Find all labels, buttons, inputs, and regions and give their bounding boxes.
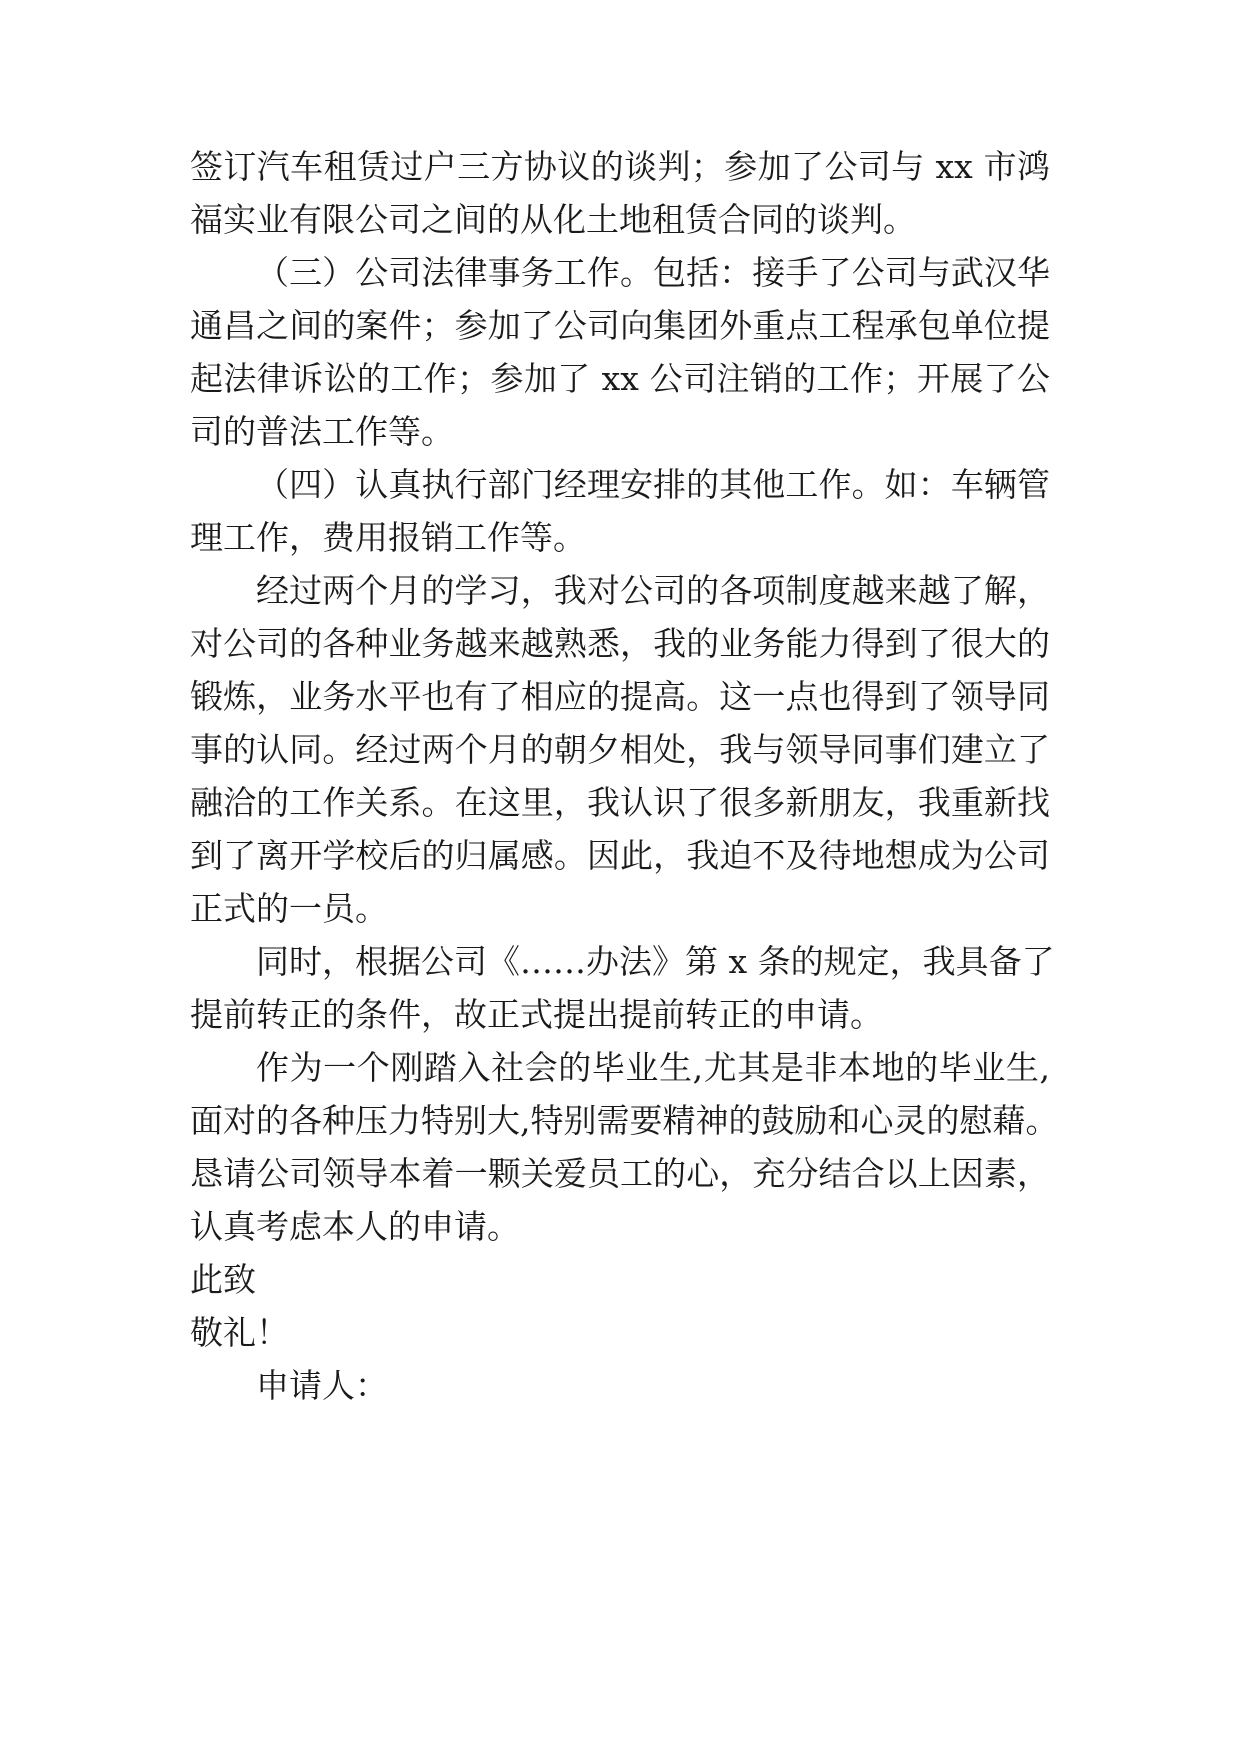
text-line: 面对的各种压力特别大,特别需要精神的鼓励和心灵的慰藉。 [190, 1101, 1059, 1140]
text-line: 理工作，费用报销工作等。 [190, 518, 586, 557]
text-line: 起法律诉讼的工作；参加了 xx 公司注销的工作；开展了公 [190, 359, 1050, 398]
text-line: 经过两个月的学习，我对公司的各项制度越来越了解， [256, 571, 1050, 610]
text-line: 同时，根据公司《……办法》第 x 条的规定，我具备了 [256, 942, 1055, 981]
text-line: 提前转正的条件，故正式提出提前转正的申请。 [190, 995, 883, 1034]
text-line: 对公司的各种业务越来越熟悉，我的业务能力得到了很大的 [190, 624, 1050, 663]
text-line: 到了离开学校后的归属感。因此，我迫不及待地想成为公司 [190, 836, 1050, 875]
applicant-signature-line: 申请人： [256, 1366, 388, 1405]
text-line: 作为一个刚踏入社会的毕业生,尤其是非本地的毕业生, [256, 1048, 1050, 1087]
text-line: 签订汽车租赁过户三方协议的谈判；参加了公司与 xx 市鸿 [190, 147, 1050, 186]
text-line: 司的普法工作等。 [190, 412, 454, 451]
text-line: 正式的一员。 [190, 889, 388, 928]
text-line: 融洽的工作关系。在这里，我认识了很多新朋友，我重新找 [190, 783, 1050, 822]
text-line: 通昌之间的案件；参加了公司向集团外重点工程承包单位提 [190, 306, 1050, 345]
text-line: 认真考虑本人的申请。 [190, 1207, 520, 1246]
text-line: （三）公司法律事务工作。包括：接手了公司与武汉华 [256, 253, 1050, 292]
text-line: 恳请公司领导本着一颗关爱员工的心，充分结合以上因素， [190, 1154, 1050, 1193]
text-line: 福实业有限公司之间的从化土地租赁合同的谈判。 [190, 200, 916, 239]
text-line: 事的认同。经过两个月的朝夕相处，我与领导同事们建立了 [190, 730, 1050, 769]
closing-line: 敬礼！ [190, 1313, 289, 1352]
text-line: 锻炼，业务水平也有了相应的提高。这一点也得到了领导同 [190, 677, 1050, 716]
text-line: （四）认真执行部门经理安排的其他工作。如：车辆管 [256, 465, 1050, 504]
salutation-line: 此致 [190, 1260, 256, 1299]
